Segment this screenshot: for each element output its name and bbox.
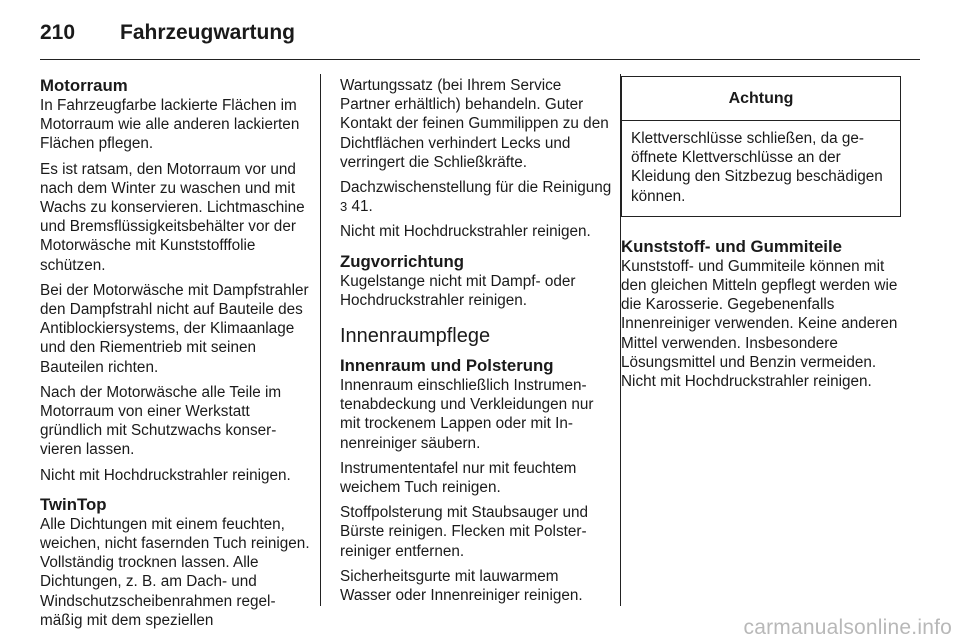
paragraph: Stoffpolsterung mit Staubsauger und Bürste reinigen. Flecken mit Polsterreiniger entfernen. — [340, 504, 589, 560]
column-3 — [621, 76, 900, 397]
paragraph: Wartungssatz (bei Ihrem Service Partner erhältlich) behandeln. Guter Kontakt der feinen Gummilippen zu den Dichtflächen verhindert Lecks und verringert die Schließkräfte. — [340, 77, 609, 171]
section-title: Innenraumpflege — [340, 325, 491, 348]
column-1 — [40, 76, 312, 636]
paragraph: Innenraum einschließlich Instrumentenabdeckung und Verkleidungen nur mit trockenem Lappen oder mit Innenreiniger säubern. — [340, 377, 594, 452]
paragraph: Instrumententafel nur mit feuchtem weichem Tuch reinigen. — [340, 459, 577, 497]
paragraph: Bei der Motorwäsche mit Dampfstrahler den Dampfstrahl nicht auf Bauteile des Antiblockiersystems, der Klimaanlage und den Riementrieb mit seinen Bauteilen richten. — [40, 281, 309, 376]
paragraph: Nicht mit Hochdruckstrahler reinigen. — [40, 466, 291, 484]
paragraph: Kunststoff- und Gummiteile können mit den gleichen Mitteln gepflegt werden wie die Karosserie. Gegebenenfalls Innenreiniger verwenden. Keine anderen Mittel verwenden. Insbesondere Lösungsmittel und Benzin vermeiden. Nicht mit Hochdruckstrahler reinigen. — [621, 257, 898, 391]
column-divider — [320, 74, 321, 606]
page-header — [40, 18, 920, 48]
page-number: 210 — [40, 21, 76, 44]
paragraph: Kugelstange nicht mit Dampf- oder Hochdruckstrahler reinigen. — [340, 272, 576, 309]
column-2 — [340, 76, 612, 611]
notice-title: Achtung — [622, 77, 900, 121]
zugvorrichtung-heading: Zugvorrichtung — [340, 251, 464, 271]
watermark: carmanualsonline.info — [743, 616, 952, 639]
header-rule — [40, 59, 920, 60]
innenraum-heading: Innenraum und Polsterung — [340, 356, 554, 376]
paragraph: Sicherheitsgurte mit lauwarmem Wasser oder Innenreiniger reinigen. — [340, 567, 583, 605]
notice-text: Klettverschlüsse schließen, da geöffnete Klettverschlüsse an der Kleidung den Sitzbezug beschädigen können. — [631, 130, 883, 205]
page-reference: 41. — [347, 198, 373, 216]
caution-notice — [621, 76, 901, 217]
paragraph: Nach der Motorwäsche alle Teile im Motorraum von einer Werkstatt gründlich mit Schutzwachs konservieren lassen. — [40, 383, 282, 459]
paragraph: In Fahrzeugfarbe lackierte Flächen im Motorraum wie alle anderen lackierten Flächen pflegen. — [40, 97, 300, 153]
page-reference-arrow-icon: 3 — [340, 199, 348, 215]
paragraph: Es ist ratsam, den Motorraum vor und nach dem Winter zu waschen und mit Wachs zu konservieren. Lichtmaschine und Bremsflüssigkeitsbehälter vor der Motorwäsche mit Kunststofffolie schützen. — [40, 160, 305, 274]
paragraph: Nicht mit Hochdruckstrahler reinigen. — [340, 223, 591, 241]
twintop-heading: TwinTop — [40, 494, 107, 514]
chapter-title: Fahrzeugwartung — [120, 21, 296, 44]
motorraum-heading: Motorraum — [40, 76, 128, 95]
kunststoff-heading: Kunststoff- und Gummiteile — [621, 236, 842, 256]
paragraph: Alle Dichtungen mit einem feuchten, weichen, nicht fasernden Tuch reinigen. Vollständig trocknen lassen. Alle Dichtungen, z. B. am Dach- und Windschutzscheibenrahmen regelmäßig mit dem speziellen — [40, 515, 310, 629]
paragraph — [340, 178, 612, 216]
text-fragment: Dachzwischenstellung für die Reinigung — [340, 179, 612, 197]
